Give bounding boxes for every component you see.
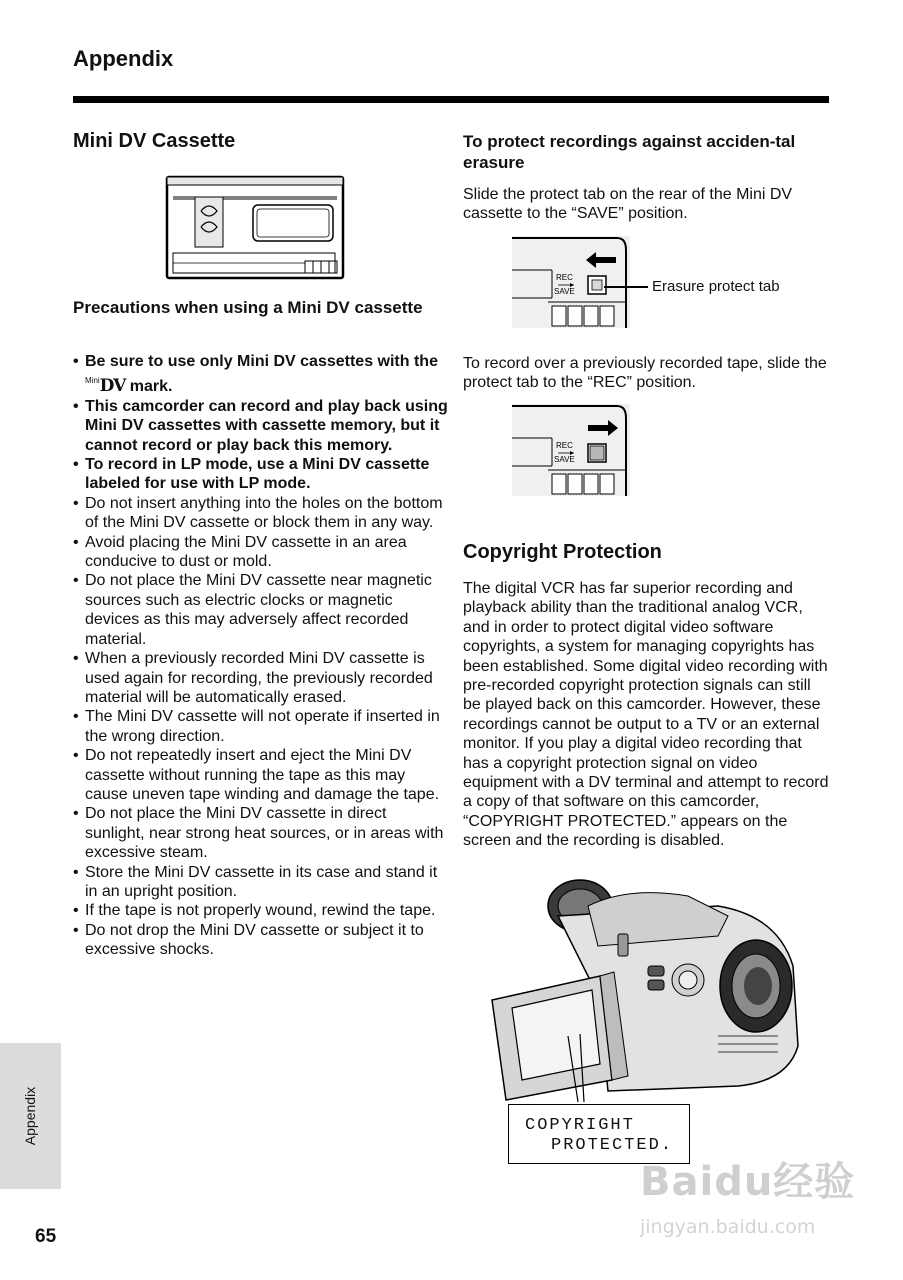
svg-text:REC: REC (556, 273, 573, 282)
mini-dv-cassette-illustration (165, 175, 345, 280)
erasure-tab-label: Erasure protect tab (652, 278, 780, 295)
screen-line-2: PROTECTED. (551, 1136, 674, 1155)
list-item: • When a previously recorded Mini DV cassette is used again for recording, the previously recorded material will be automatically erased. (73, 649, 448, 707)
mini-dv-title: Mini DV Cassette (73, 130, 236, 152)
list-item: • If the tape is not properly wound, rewind the tape. (73, 901, 448, 920)
protect-text: Slide the protect tab on the rear of the Mini DV cassette to the “SAVE” position. (463, 186, 793, 223)
minidv-logo: $^{Mini}$DV (85, 376, 126, 397)
record-over-text: To record over a previously recorded tape, slide the protect tab to the “REC” position. (463, 355, 827, 392)
protect-heading: To protect recordings against acciden-tal erasure (463, 132, 796, 172)
precautions-heading: Precautions when using a Mini DV cassette (73, 298, 423, 317)
screen-line-1: COPYRIGHT (525, 1116, 635, 1135)
svg-text:REC: REC (556, 441, 573, 450)
section-title: Appendix (73, 46, 174, 71)
precautions-list (73, 352, 448, 960)
list-item: • This camcorder can record and play back using Mini DV cassettes with cassette memory, but it cannot record or play back this memory. (73, 397, 448, 455)
watermark-url: jingyan.baidu.com (640, 1216, 816, 1238)
header-rule (73, 96, 829, 103)
list-item: • Do not repeatedly insert and eject the Mini DV cassette without running the tape as this may cause uneven tape winding and damage the tape. (73, 746, 448, 804)
protect-tab-save-diagram (512, 236, 632, 330)
protect-tab-rec-diagram (512, 404, 632, 498)
list-item: • Do not insert anything into the holes on the bottom of the Mini DV cassette or block them in any way. (73, 494, 448, 533)
list-item: • To record in LP mode, use a Mini DV cassette labeled for use with LP mode. (73, 455, 448, 494)
list-item: • Be sure to use only Mini DV cassettes with the $^{Mini}$DV mark. (73, 352, 448, 397)
page-number: 65 (35, 1226, 57, 1247)
watermark-logo: Baidu经验 (640, 1159, 856, 1205)
list-item: • Avoid placing the Mini DV cassette in an area conducive to dust or mold. (73, 533, 448, 572)
list-item: • Do not drop the Mini DV cassette or subject it to excessive shocks. (73, 921, 448, 960)
side-tab-label: Appendix (22, 1086, 39, 1146)
list-item: • Store the Mini DV cassette in its case and stand it in an upright position. (73, 863, 448, 902)
copyright-title: Copyright Protection (463, 541, 662, 563)
list-item: • Do not place the Mini DV cassette near magnetic sources such as electric clocks or magnetic devices as this may adversely affect recorded material. (73, 571, 448, 649)
list-item: • The Mini DV cassette will not operate if inserted in the wrong direction. (73, 707, 448, 746)
callout-line (604, 286, 648, 288)
camcorder-illustration (488, 876, 804, 1102)
copyright-text: The digital VCR has far superior recording and playback ability than the traditional analog VCR, and in order to protect digital video software copyrights, a system for managing copyrights has been established. Some digital video recording with pre-recorded copyright protection signals can still be played back on this camcorder. However, these recordings cannot be output to a TV or an external monitor. If you play a digital video recording that has a copyright protection signal on video equipment with a DV terminal and attempt to record a copy of that software on this camcorder, “COPYRIGHT PROTECTED.” appears on the screen and the recording is disabled. (463, 580, 829, 850)
svg-text:SAVE: SAVE (554, 287, 575, 296)
list-item: • Do not place the Mini DV cassette in direct sunlight, near strong heat sources, or in areas with excessive steam. (73, 804, 448, 862)
svg-text:SAVE: SAVE (554, 455, 575, 464)
